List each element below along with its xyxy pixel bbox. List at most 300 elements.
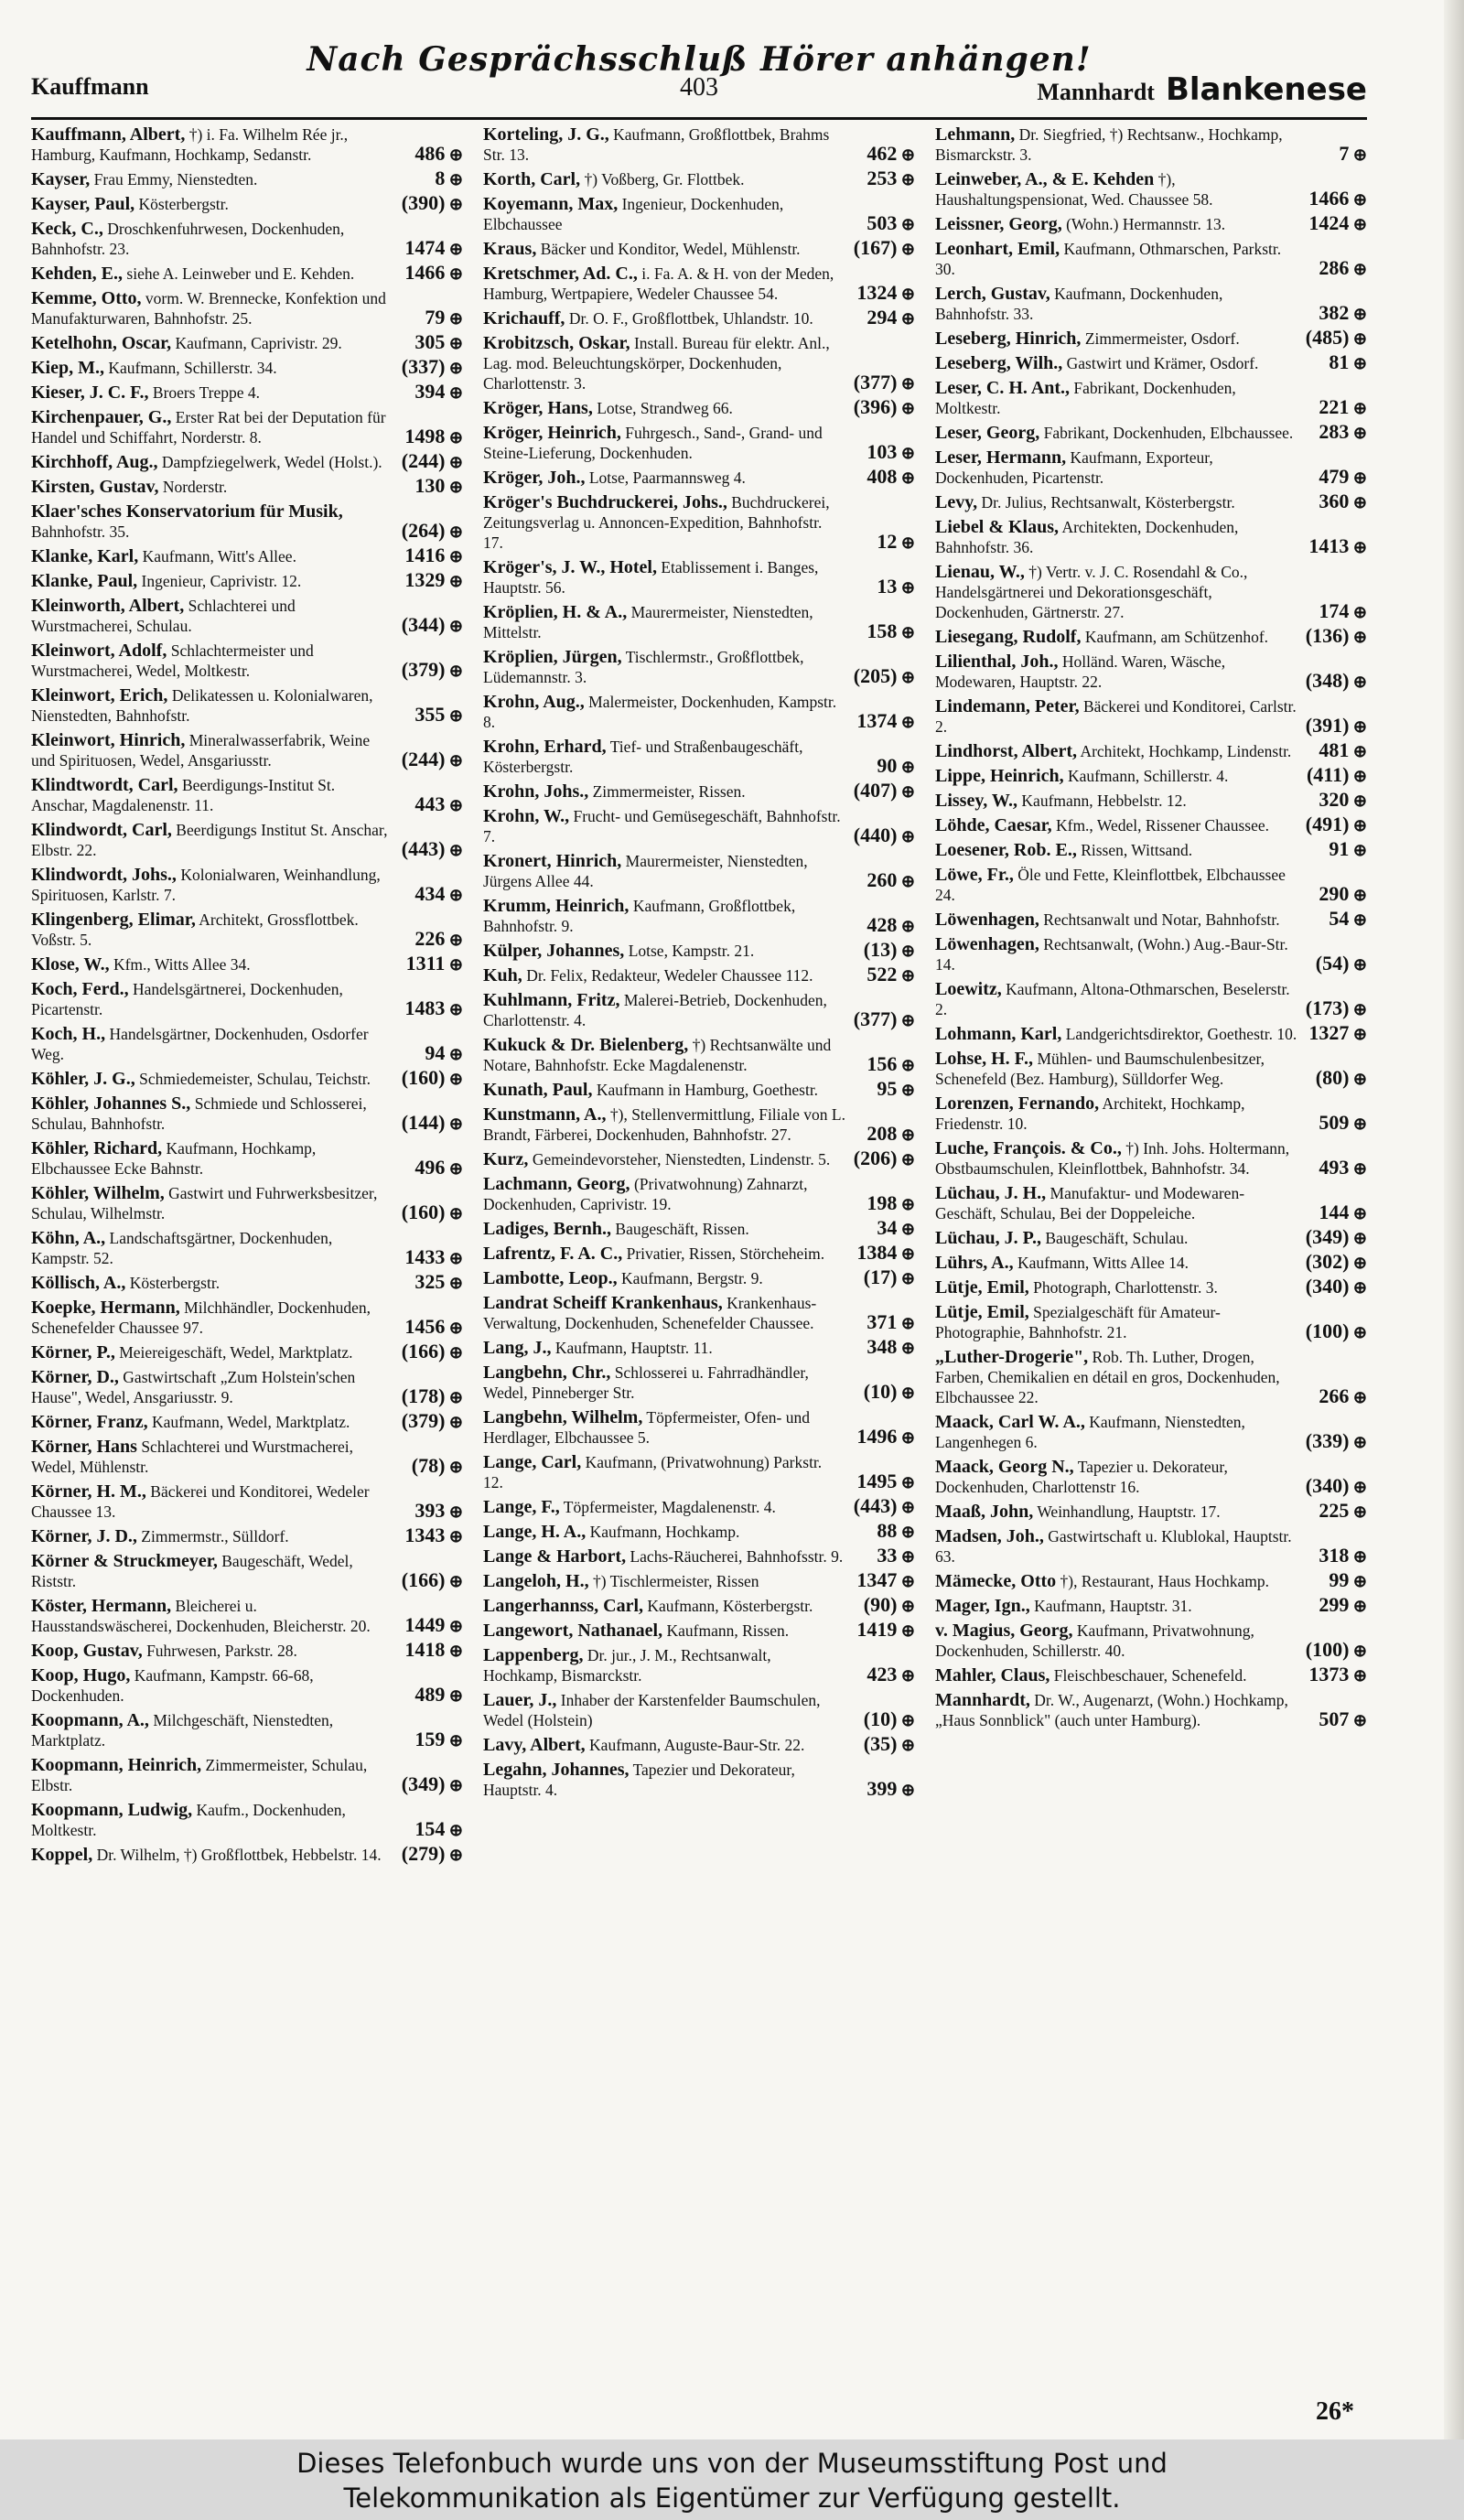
- directory-entry: [31, 568, 463, 591]
- directory-entry: [935, 420, 1367, 443]
- entry-phone-number: 144 ⊕: [1315, 1202, 1367, 1223]
- directory-entry: [935, 1593, 1367, 1616]
- entry-phone-number: (485) ⊕: [1302, 328, 1367, 349]
- entry-details: Kaufmann, Hochkamp, Elbchaussee Ecke Bahnstr.: [31, 1139, 317, 1178]
- entry-phone-number: 394 ⊕: [411, 382, 463, 403]
- entry-phone-number: (349) ⊕: [1302, 1227, 1367, 1248]
- entry-name: Ketelhohn, Oscar,: [31, 333, 172, 353]
- directory-entry: [935, 211, 1367, 234]
- entry-details: Kaufmann, Dockenhuden, Bahnhofstr. 33.: [935, 285, 1223, 323]
- entry-name: v. Magius, Georg,: [935, 1621, 1073, 1641]
- directory-entry: [483, 264, 915, 304]
- entry-details: Schlachtermeister und Wurstmacherei, Wedel, Moltkestr.: [31, 641, 314, 680]
- entry-phone-number: (100) ⊕: [1302, 1640, 1367, 1661]
- entry-name: Körner, P.,: [31, 1342, 115, 1362]
- directory-entry: [31, 1298, 463, 1338]
- entry-name: Kronert, Hinrich,: [483, 851, 622, 871]
- entry-details: Kaufmann, Privatwohnung, Dockenhuden, Schillerstr. 40.: [935, 1621, 1254, 1660]
- entry-phone-number: 290 ⊕: [1315, 884, 1367, 905]
- directory-entry: [935, 1568, 1367, 1591]
- entry-details: Holländ. Waren, Wäsche, Modewaren, Hauptstr. 22.: [935, 652, 1226, 691]
- entry-details: Gastwirtschaft u. Klublokal, Hauptstr. 63.: [935, 1527, 1292, 1566]
- entry-name: Lüchau, J. P.,: [935, 1228, 1041, 1248]
- entry-phone-number: (348) ⊕: [1302, 671, 1367, 692]
- entry-name: Mahler, Claus,: [935, 1665, 1050, 1685]
- entry-phone-number: 423 ⊕: [863, 1664, 915, 1685]
- entry-name: Luche, François. & Co.,: [935, 1138, 1122, 1158]
- directory-entry: [31, 1024, 463, 1064]
- directory-entry: [935, 492, 1367, 512]
- entry-name: Kretschmer, Ad. C.,: [483, 264, 638, 284]
- entry-details: Manufaktur- und Modewaren-Geschäft, Schulau, Bei der Doppeleiche.: [935, 1184, 1245, 1222]
- entry-details: Milchgeschäft, Nienstedten, Marktplatz.: [31, 1711, 334, 1750]
- entry-details: Kaufmann, Kampstr. 66-68, Dockenhuden.: [31, 1666, 314, 1705]
- directory-entry: [31, 191, 463, 214]
- entry-name: Kleinwort, Hinrich,: [31, 730, 186, 750]
- entry-name: Langeloh, H.,: [483, 1571, 589, 1591]
- directory-entry: [483, 1362, 915, 1403]
- entry-details: †) Tischlermeister, Rissen: [592, 1572, 759, 1590]
- entry-name: Leser, Georg,: [935, 423, 1040, 443]
- entry-details: †) i. Fa. Wilhelm Rée jr., Hamburg, Kaufmann, Hochkamp, Sedanstr.: [31, 125, 349, 164]
- directory-entry: [31, 979, 463, 1019]
- entry-name: Leseberg, Hinrich,: [935, 328, 1082, 349]
- entry-details: Schlosserei u. Fahrradhändler, Wedel, Pinneberger Str.: [483, 1363, 809, 1402]
- entry-details: Schlachterei und Wurstmacherei, Wedel, Mühlenstr.: [31, 1438, 354, 1476]
- entry-details: Beerdigungs-Institut St. Anschar, Magdalenenstr. 11.: [31, 776, 336, 814]
- entry-name: Langbehn, Wilhelm,: [483, 1407, 643, 1427]
- directory-entry: [935, 124, 1367, 165]
- entry-phone-number: 283 ⊕: [1315, 422, 1367, 443]
- place-name: Blankenese: [1165, 71, 1367, 108]
- entry-phone-number: (407) ⊕: [850, 781, 915, 802]
- entry-name: Lienau, W.,: [935, 562, 1025, 582]
- directory-entry: [31, 382, 463, 403]
- directory-entry: [483, 647, 915, 687]
- entry-name: Kemme, Otto,: [31, 288, 142, 308]
- column-left: [31, 124, 463, 2394]
- entry-phone-number: (206) ⊕: [850, 1148, 915, 1169]
- entry-phone-number: 154 ⊕: [411, 1819, 463, 1840]
- directory-entry: [483, 1645, 915, 1685]
- entry-details: Kaufmann, Großflottbek, Brahms Str. 13.: [483, 125, 830, 164]
- entry-name: Köllisch, A.,: [31, 1273, 126, 1293]
- entry-phone-number: 503 ⊕: [863, 213, 915, 234]
- entry-name: Kuh,: [483, 965, 522, 985]
- entry-details: Zimmermstr., Sülldorf.: [141, 1527, 289, 1545]
- directory-entry: [483, 1452, 915, 1492]
- directory-entry: [935, 1621, 1367, 1661]
- entry-phone-number: (136) ⊕: [1302, 626, 1367, 647]
- guide-word-right-name: Mannhardt: [1037, 79, 1155, 105]
- entry-name: Lührs, A.,: [935, 1253, 1014, 1273]
- directory-entry: [935, 1021, 1367, 1044]
- entry-phone-number: 79 ⊕: [421, 307, 463, 328]
- directory-entry: [483, 1241, 915, 1264]
- entry-details: Kaufmann, Auguste-Baur-Str. 22.: [589, 1736, 805, 1754]
- entry-name: Löwe, Fr.,: [935, 865, 1014, 885]
- directory-entry: [935, 328, 1367, 349]
- entry-name: Koch, Ferd.,: [31, 979, 129, 999]
- entry-phone-number: 12 ⊕: [873, 532, 915, 553]
- directory-entry: [935, 284, 1367, 324]
- entry-details: Töpfermeister, Magdalenenstr. 4.: [563, 1498, 776, 1516]
- directory-entry: [935, 350, 1367, 373]
- entry-details: Tischlermstr., Großflottbek, Lüdemannstr. 3.: [483, 648, 804, 686]
- entry-phone-number: (10) ⊕: [860, 1709, 915, 1730]
- directory-entry: [31, 1228, 463, 1268]
- entry-details: (Wohn.) Hermannstr. 13.: [1066, 215, 1226, 233]
- entry-details: Kaufmann, Witt's Allee.: [142, 547, 296, 565]
- entry-name: Kayser, Paul,: [31, 194, 135, 214]
- entry-details: Kaufmann, Schillerstr. 4.: [1067, 767, 1229, 785]
- directory-entry: [31, 954, 463, 975]
- entry-phone-number: 286 ⊕: [1315, 258, 1367, 279]
- guide-word-right: [1037, 71, 1367, 108]
- entry-phone-number: 99 ⊕: [1325, 1570, 1367, 1591]
- entry-name: Mager, Ign.,: [935, 1596, 1030, 1616]
- entry-name: Klose, W.,: [31, 954, 110, 975]
- directory-entry: [483, 333, 915, 393]
- directory-entry: [31, 1526, 463, 1546]
- entry-name: Klanke, Paul,: [31, 571, 138, 591]
- entry-phone-number: 325 ⊕: [411, 1272, 463, 1293]
- directory-entry: [31, 1710, 463, 1750]
- entry-details: Zimmermeister, Rissen.: [592, 782, 746, 801]
- entry-name: Koopmann, Ludwig,: [31, 1800, 193, 1820]
- entry-phone-number: (390) ⊕: [398, 193, 463, 214]
- directory-entry: [935, 517, 1367, 557]
- entry-phone-number: 156 ⊕: [863, 1054, 915, 1075]
- entry-name: Körner, Hans: [31, 1437, 137, 1457]
- entry-name: Maaß, John,: [935, 1502, 1034, 1522]
- notice-line-1: Dieses Telefonbuch wurde uns von der Museumsstiftung Post und: [296, 2448, 1168, 2479]
- entry-phone-number: 94 ⊕: [421, 1043, 463, 1064]
- header-rule: [31, 117, 1367, 120]
- entry-name: Loewitz,: [935, 979, 1002, 999]
- entry-details: †), Restaurant, Haus Hochkamp.: [1060, 1572, 1269, 1590]
- entry-name: Kirchenpauer, G.,: [31, 407, 172, 427]
- entry-phone-number: 1496 ⊕: [853, 1427, 915, 1448]
- entry-name: Lorenzen, Fernando,: [935, 1093, 1100, 1114]
- directory-entry: [935, 1690, 1367, 1730]
- entry-details: Gemeindevorsteher, Nienstedten, Lindenstr. 5.: [532, 1150, 831, 1168]
- entry-details: Etablissement i. Banges, Hauptstr. 56.: [483, 558, 819, 597]
- entry-details: Gastwirt und Krämer, Osdorf.: [1066, 354, 1259, 372]
- column-right: [935, 124, 1367, 2394]
- entry-phone-number: 225 ⊕: [1315, 1501, 1367, 1522]
- entry-details: Lotse, Paarmannsweg 4.: [588, 468, 746, 487]
- entry-name: Kehden, E.,: [31, 264, 124, 284]
- notice-line-2: Telekommunikation als Eigentümer zur Verfügung gestellt.: [343, 2482, 1121, 2514]
- directory-entry: [935, 239, 1367, 279]
- entry-phone-number: 479 ⊕: [1315, 467, 1367, 488]
- entry-name: Leser, C. H. Ant.,: [935, 378, 1071, 398]
- entry-phone-number: 507 ⊕: [1315, 1709, 1367, 1730]
- entry-name: Kröger's, J. W., Hotel,: [483, 557, 657, 577]
- entry-phone-number: (35) ⊕: [860, 1734, 915, 1755]
- directory-entry: [935, 1049, 1367, 1089]
- entry-details: Schlachterei und Wurstmacherei, Schulau.: [31, 597, 296, 635]
- directory-entry: [935, 837, 1367, 860]
- entry-name: Kröger, Hans,: [483, 398, 593, 418]
- entry-name: Koopmann, A.,: [31, 1710, 149, 1730]
- entry-details: Beerdigungs Institut St. Anschar, Elbstr. 22.: [31, 821, 388, 859]
- directory-entry: [935, 378, 1367, 418]
- entry-name: Lütje, Emil,: [935, 1277, 1029, 1298]
- entry-details: Rob. Th. Luther, Drogen, Farben, Chemikalien en détail en gros, Dockenhuden, Elbchaussee 22.: [935, 1348, 1280, 1406]
- entry-phone-number: 382 ⊕: [1315, 303, 1367, 324]
- entry-details: Rechtsanwalt und Notar, Bahnhofstr.: [1043, 910, 1280, 929]
- directory-entry: [483, 938, 915, 961]
- entry-phone-number: (13) ⊕: [860, 940, 915, 961]
- entry-name: Legahn, Johannes,: [483, 1760, 630, 1780]
- directory-entry: [935, 1093, 1367, 1134]
- entry-name: Koppel,: [31, 1845, 93, 1865]
- entry-name: Krohn, W.,: [483, 806, 570, 826]
- entry-phone-number: (10) ⊕: [860, 1382, 915, 1403]
- entry-name: Kurz,: [483, 1149, 529, 1169]
- entry-details: Broers Treppe 4.: [152, 383, 261, 402]
- directory-entry: [483, 781, 915, 802]
- directory-entry: [483, 1293, 915, 1333]
- entry-details: Baugeschäft, Wedel, Riststr.: [31, 1552, 353, 1590]
- entry-name: Kukuck & Dr. Bielenberg,: [483, 1035, 689, 1055]
- entry-phone-number: 371 ⊕: [863, 1312, 915, 1333]
- entry-name: Kunath, Paul,: [483, 1080, 593, 1100]
- entry-phone-number: 1466 ⊕: [1305, 188, 1367, 210]
- entry-phone-number: 299 ⊕: [1315, 1595, 1367, 1616]
- entry-phone-number: 481 ⊕: [1315, 740, 1367, 761]
- entry-details: Fleischbeschauer, Schenefeld.: [1053, 1666, 1247, 1685]
- entry-details: Kösterbergstr.: [129, 1274, 221, 1292]
- directory-entry: [483, 236, 915, 259]
- entry-phone-number: (443) ⊕: [850, 1496, 915, 1517]
- directory-entry: [31, 219, 463, 259]
- directory-entry: [31, 820, 463, 860]
- entry-details: Tapezier und Dekorateur, Hauptstr. 4.: [483, 1761, 795, 1799]
- entry-details: Erster Rat bei der Deputation für Handel und Schiffahrt, Norderstr. 8.: [31, 408, 386, 447]
- directory-entry: [935, 624, 1367, 647]
- directory-entry: [31, 596, 463, 636]
- entry-details: Schmiede und Schlosserei, Schulau, Bahnhofstr.: [31, 1094, 367, 1133]
- entry-details: Dr. Julius, Rechtsanwalt, Kösterbergstr.: [981, 493, 1235, 512]
- entry-details: Handelsgärtnerei, Dockenhuden, Picartenstr.: [31, 980, 343, 1018]
- entry-phone-number: (80) ⊕: [1312, 1068, 1367, 1089]
- entry-details: Milchhändler, Dockenhuden, Schenefelder Chaussee 97.: [31, 1298, 371, 1337]
- entry-details: Install. Bureau für elektr. Anl., Lag. mod. Beleuchtungskörper, Dockenhuden, Charlottenstr. 3.: [483, 334, 830, 393]
- entry-name: Köster, Hermann,: [31, 1596, 172, 1616]
- entry-name: Liebel & Klaus,: [935, 517, 1060, 537]
- directory-entry: [31, 449, 463, 472]
- entry-name: Kröplien, Jürgen,: [483, 647, 622, 667]
- directory-entry: [935, 1250, 1367, 1273]
- directory-entry: [31, 1409, 463, 1432]
- directory-entry: [31, 169, 463, 189]
- entry-name: Krohn, Aug.,: [483, 692, 585, 712]
- entry-details: Privatier, Rissen, Störcheheim.: [626, 1244, 825, 1263]
- entry-name: Kröplien, H. & A.,: [483, 602, 628, 622]
- entry-name: Kraus,: [483, 239, 537, 259]
- directory-entry: [483, 395, 915, 418]
- listing-columns: [31, 124, 1367, 2394]
- entry-details: Fuhrwesen, Parkstr. 28.: [146, 1642, 297, 1660]
- entry-phone-number: 1419 ⊕: [853, 1620, 915, 1641]
- entry-name: Klindwordt, Johs.,: [31, 865, 177, 885]
- directory-entry: [31, 501, 463, 542]
- entry-phone-number: (340) ⊕: [1302, 1476, 1367, 1497]
- directory-entry: [483, 557, 915, 598]
- directory-entry: [483, 423, 915, 463]
- entry-details: Lotse, Kampstr. 21.: [628, 942, 755, 960]
- entry-phone-number: 158 ⊕: [863, 621, 915, 642]
- entry-phone-number: 393 ⊕: [411, 1501, 463, 1522]
- entry-name: Kröger, Heinrich,: [483, 423, 621, 443]
- entry-name: Klindwordt, Carl,: [31, 820, 172, 840]
- directory-entry: [935, 1302, 1367, 1342]
- entry-name: Loesener, Rob. E.,: [935, 840, 1077, 860]
- entry-details: Gastwirtschaft „Zum Holstein'schen Hause", Wedel, Ansgariusstr. 9.: [31, 1368, 356, 1406]
- directory-entry: [31, 546, 463, 566]
- directory-entry: [935, 1457, 1367, 1497]
- entry-name: Lindemann, Peter,: [935, 696, 1080, 716]
- entry-name: Liesegang, Rudolf,: [935, 627, 1082, 647]
- entry-phone-number: 489 ⊕: [411, 1685, 463, 1706]
- entry-details: Zimmermeister, Osdorf.: [1084, 329, 1240, 348]
- entry-phone-number: 260 ⊕: [863, 870, 915, 891]
- entry-phone-number: (411) ⊕: [1303, 765, 1367, 786]
- entry-name: Leissner, Georg,: [935, 214, 1062, 234]
- entry-phone-number: (379) ⊕: [398, 660, 463, 681]
- entry-name: Lange, H. A.,: [483, 1522, 587, 1542]
- entry-name: Klindtwordt, Carl,: [31, 775, 178, 795]
- entry-details: Kfm., Witts Allee 34.: [113, 955, 251, 974]
- entry-phone-number: 443 ⊕: [411, 794, 463, 815]
- entry-details: Kaufmann, am Schützenhof.: [1084, 628, 1269, 646]
- directory-entry: [483, 124, 915, 165]
- entry-details: Rissen, Wittsand.: [1081, 841, 1193, 859]
- entry-phone-number: (377) ⊕: [850, 1009, 915, 1030]
- directory-entry: [935, 1526, 1367, 1567]
- directory-entry: [483, 1104, 915, 1145]
- entry-name: Klingenberg, Elimar,: [31, 910, 196, 930]
- entry-name: Lerch, Gustav,: [935, 284, 1050, 304]
- entry-details: Architekt, Hochkamp, Friedenstr. 10.: [935, 1094, 1245, 1133]
- directory-entry: [31, 1093, 463, 1134]
- entry-phone-number: 1418 ⊕: [401, 1640, 463, 1661]
- directory-entry: [31, 124, 463, 165]
- entry-details: Kaufmann, Nienstedten, Langenhegen 6.: [935, 1413, 1245, 1451]
- entry-phone-number: 159 ⊕: [411, 1729, 463, 1750]
- entry-phone-number: 320 ⊕: [1315, 790, 1367, 811]
- directory-entry: [935, 1412, 1367, 1452]
- entry-phone-number: 1433 ⊕: [401, 1247, 463, 1268]
- entry-details: Dampfziegelwerk, Wedel (Holst.).: [161, 453, 382, 471]
- directory-entry: [483, 1593, 915, 1616]
- directory-entry: [31, 1481, 463, 1522]
- entry-phone-number: 486 ⊕: [411, 144, 463, 165]
- entry-name: Krobitzsch, Oskar,: [483, 333, 630, 353]
- directory-entry: [31, 1638, 463, 1661]
- entry-phone-number: 198 ⊕: [863, 1193, 915, 1214]
- entry-name: Lange, Carl,: [483, 1452, 582, 1472]
- entry-name: Korteling, J. G.,: [483, 124, 609, 145]
- directory-entry: [31, 1270, 463, 1293]
- entry-details: †) Voßberg, Gr. Flottbek.: [584, 170, 745, 188]
- entry-name: Lütje, Emil,: [935, 1302, 1029, 1322]
- entry-name: Kröger's Buchdruckerei, Johs.,: [483, 492, 727, 512]
- entry-details: Töpfermeister, Ofen- und Herdlager, Elbchaussee 5.: [483, 1408, 810, 1447]
- directory-entry: [483, 1546, 915, 1567]
- entry-name: Lehmann,: [935, 124, 1016, 145]
- entry-phone-number: 7 ⊕: [1335, 144, 1367, 165]
- directory-entry: [483, 896, 915, 936]
- entry-details: Dr. O. F., Großflottbek, Uhlandstr. 10.: [568, 309, 813, 328]
- entry-phone-number: 1329 ⊕: [401, 570, 463, 591]
- entry-phone-number: (78) ⊕: [408, 1456, 463, 1477]
- directory-entry: [31, 474, 463, 497]
- entry-details: Droschkenfuhrwesen, Dockenhuden, Bahnhofstr. 23.: [31, 220, 345, 258]
- entry-name: Kuhlmann, Fritz,: [483, 990, 620, 1010]
- entry-name: Krohn, Erhard,: [483, 737, 607, 757]
- entry-name: Köhler, Wilhelm,: [31, 1183, 165, 1203]
- directory-entry: [935, 1347, 1367, 1407]
- entry-name: Kirchhoff, Aug.,: [31, 452, 158, 472]
- entry-name: Lohmann, Karl,: [935, 1024, 1062, 1044]
- entry-name: Lilienthal, Joh.,: [935, 652, 1059, 672]
- entry-details: Ingenieur, Dockenhuden, Elbchaussee: [483, 195, 784, 233]
- entry-name: Kunstmann, A.,: [483, 1104, 607, 1125]
- entry-details: (Privatwohnung) Zahnarzt, Dockenhuden, Caprivistr. 19.: [483, 1175, 808, 1213]
- ownership-notice: [0, 2439, 1464, 2520]
- entry-details: Landschaftsgärtner, Dockenhuden, Kampstr. 52.: [31, 1229, 333, 1267]
- directory-entry: [31, 407, 463, 447]
- directory-entry: [31, 1342, 463, 1362]
- entry-phone-number: (17) ⊕: [860, 1267, 915, 1288]
- entry-name: Lappenberg,: [483, 1645, 584, 1665]
- entry-phone-number: 1456 ⊕: [401, 1317, 463, 1338]
- entry-details: Kaufmann, Exporteur, Dockenhuden, Picartenstr.: [935, 448, 1213, 487]
- entry-phone-number: 434 ⊕: [411, 884, 463, 905]
- directory-entry: [935, 696, 1367, 737]
- directory-entry: [31, 330, 463, 353]
- entry-phone-number: 130 ⊕: [411, 476, 463, 497]
- entry-details: Krankenhaus-Verwaltung, Dockenhuden, Schenefelder Chaussee.: [483, 1294, 817, 1332]
- entry-name: Körner, Franz,: [31, 1412, 148, 1432]
- entry-details: Malermeister, Dockenhuden, Kampstr. 8.: [483, 693, 837, 731]
- entry-details: Kaufmann, Hauptstr. 11.: [554, 1339, 713, 1357]
- entry-phone-number: 1311 ⊕: [403, 953, 463, 975]
- entry-name: Koch, H.,: [31, 1024, 106, 1044]
- entry-name: Köhler, Johannes S.,: [31, 1093, 191, 1114]
- entry-phone-number: (100) ⊕: [1302, 1321, 1367, 1342]
- directory-entry: [483, 692, 915, 732]
- directory-entry: [31, 1665, 463, 1706]
- directory-entry: [31, 1183, 463, 1223]
- entry-details: Bahnhofstr. 35.: [31, 522, 130, 541]
- entry-name: Langerhannss, Carl,: [483, 1596, 644, 1616]
- page-header: [31, 40, 1367, 113]
- entry-name: Köhn, A.,: [31, 1228, 106, 1248]
- entry-phone-number: 1466 ⊕: [401, 263, 463, 284]
- entry-details: Rechtsanwalt, (Wohn.) Aug.-Baur-Str. 14.: [935, 935, 1288, 974]
- entry-phone-number: 1449 ⊕: [401, 1615, 463, 1636]
- entry-phone-number: 81 ⊕: [1325, 352, 1367, 373]
- directory-entry: [483, 1618, 915, 1641]
- entry-name: Krumm, Heinrich,: [483, 896, 630, 916]
- entry-phone-number: 91 ⊕: [1325, 839, 1367, 860]
- directory-entry: [935, 1277, 1367, 1298]
